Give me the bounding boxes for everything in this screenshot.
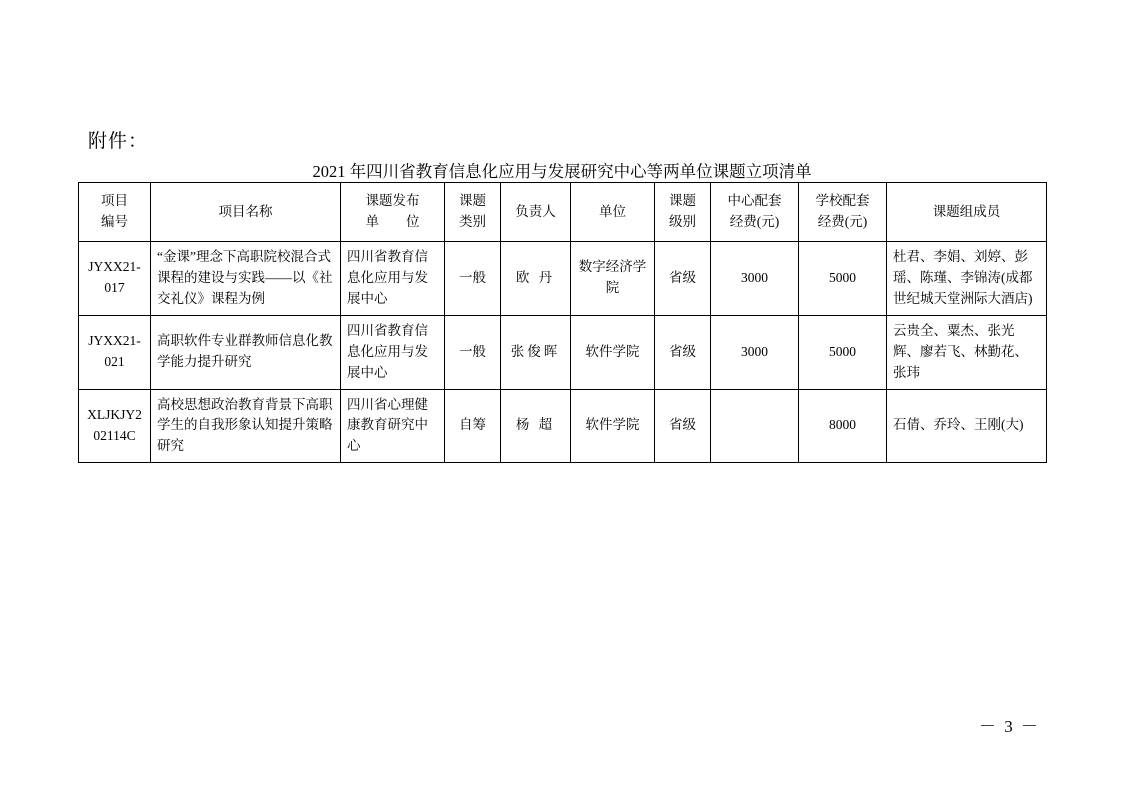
- cell-members: 云贵全、粟杰、张光辉、廖若飞、林勤花、张玮: [887, 315, 1047, 389]
- cell-project-name: 高校思想政治教育背景下高职学生的自我形象认知提升策略研究: [151, 389, 341, 463]
- cell-project-name: 高职软件专业群教师信息化教学能力提升研究: [151, 315, 341, 389]
- cell-project-id-line2: 017: [104, 280, 125, 296]
- cell-center-fund: 3000: [711, 315, 799, 389]
- header-publisher: [341, 183, 445, 242]
- cell-center-fund: 3000: [711, 242, 799, 316]
- cell-center-fund: [711, 389, 799, 463]
- header-leader: 负责人: [501, 183, 571, 242]
- cell-project-id-line2: 021: [104, 354, 125, 370]
- cell-category: 自筹: [445, 389, 501, 463]
- cell-project-id-line1: JYXX21-: [88, 333, 141, 349]
- cell-school-fund: 5000: [799, 315, 887, 389]
- header-category-line2: 类别: [459, 214, 486, 229]
- cell-level: 省级: [655, 389, 711, 463]
- table-row: [79, 389, 1047, 463]
- cell-publisher: 四川省教育信息化应用与发展中心: [341, 242, 445, 316]
- attachment-label: 附件：: [88, 131, 149, 152]
- header-members: 课题组成员: [887, 183, 1047, 242]
- cell-project-id-line2: 02114C: [93, 427, 136, 443]
- header-level: [655, 183, 711, 242]
- cell-unit: 软件学院: [571, 389, 655, 463]
- document-title: 2021 年四川省教育信息化应用与发展研究中心等两单位课题立项清单: [312, 162, 812, 181]
- project-list-table: [78, 182, 1047, 463]
- page-number: － 3 －: [979, 717, 1040, 736]
- header-project-id-line2: 编号: [101, 214, 128, 229]
- header-level-line1: 课题: [669, 193, 696, 209]
- cell-publisher: 四川省教育信息化应用与发展中心: [341, 315, 445, 389]
- cell-members: 石倩、乔玲、王刚(大): [887, 389, 1047, 463]
- header-center-fund-line2: 经费(元): [729, 214, 780, 229]
- header-school-fund-line2: 经费(元): [817, 214, 868, 229]
- header-center-fund: [711, 183, 799, 242]
- cell-school-fund: 8000: [799, 389, 887, 463]
- cell-project-id: [79, 315, 151, 389]
- table-row: [79, 242, 1047, 316]
- cell-level: 省级: [655, 242, 711, 316]
- header-school-fund: [799, 183, 887, 242]
- header-project-name: 项目名称: [151, 183, 341, 242]
- cell-project-id-line1: JYXX21-: [88, 259, 141, 275]
- cell-unit: 数字经济学院: [571, 242, 655, 316]
- header-category: [445, 183, 501, 242]
- header-level-line2: 级别: [669, 214, 696, 229]
- table-row: [79, 315, 1047, 389]
- cell-category: 一般: [445, 315, 501, 389]
- cell-project-name: “金课”理念下高职院校混合式课程的建设与实践——以《社交礼仪》课程为例: [151, 242, 341, 316]
- table-header-row: [79, 183, 1047, 242]
- header-publisher-line1: 课题发布: [365, 193, 420, 209]
- cell-leader: 杨 超: [501, 389, 571, 463]
- header-publisher-line2: 单 位: [365, 214, 420, 229]
- header-project-id-line1: 项目: [101, 193, 128, 209]
- cell-publisher: 四川省心理健康教育研究中心: [341, 389, 445, 463]
- header-center-fund-line1: 中心配套: [727, 193, 782, 209]
- header-project-id: [79, 183, 151, 242]
- cell-school-fund: 5000: [799, 242, 887, 316]
- cell-category: 一般: [445, 242, 501, 316]
- cell-project-id-line1: XLJKJY2: [87, 406, 142, 422]
- cell-project-id: [79, 389, 151, 463]
- cell-project-id: [79, 242, 151, 316]
- cell-leader: 欧 丹: [501, 242, 571, 316]
- cell-members: 杜君、李娟、刘婷、彭瑶、陈瑾、李锦涛(成都世纪城天堂洲际大酒店): [887, 242, 1047, 316]
- cell-level: 省级: [655, 315, 711, 389]
- header-school-fund-line1: 学校配套: [815, 193, 870, 209]
- header-unit: 单位: [571, 183, 655, 242]
- header-category-line1: 课题: [459, 193, 486, 209]
- cell-leader: 张俊晖: [501, 315, 571, 389]
- cell-unit: 软件学院: [571, 315, 655, 389]
